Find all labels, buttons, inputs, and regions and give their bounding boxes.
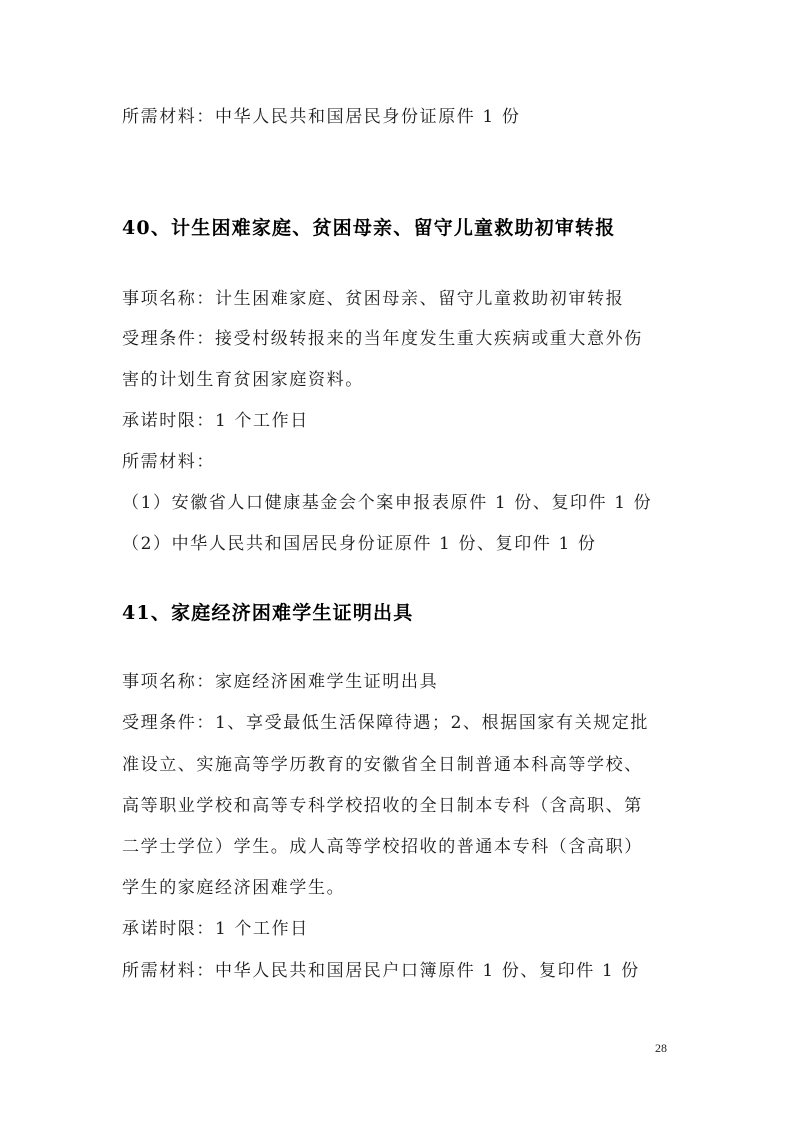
item-41-condition-line-4: 二学士学位）学生。成人高等学校招收的普通本专科（含高职） [122,837,643,857]
item-41-condition-line-3: 高等职业学校和高等专科学校招收的全日制本专科（含高职、第 [122,796,643,816]
item-41-condition-line-5: 学生的家庭经济困难学生。 [122,878,346,898]
item-40-time-limit: 承诺时限：1 个工作日 [122,411,309,431]
materials-line-previous: 所需材料：中华人民共和国居民身份证原件 1 份 [122,107,521,127]
item-41-materials: 所需材料：中华人民共和国居民户口簿原件 1 份、复印件 1 份 [122,961,640,981]
item-40-condition-line-1: 受理条件：接受村级转报来的当年度发生重大疾病或重大意外伤 [122,329,643,349]
item-41-heading: 41、家庭经济困难学生证明出具 [122,602,414,624]
item-41-time-limit: 承诺时限：1 个工作日 [122,919,309,939]
item-40-name: 事项名称：计生困难家庭、贫困母亲、留守儿童救助初审转报 [122,289,625,309]
item-40-materials-label: 所需材料： [122,452,215,472]
page-number: 28 [655,1041,667,1055]
item-41-condition-line-2: 准设立、实施高等学历教育的安徽省全日制普通本科高等学校、 [122,755,643,775]
item-41-condition-line-1: 受理条件：1、享受最低生活保障待遇；2、根据国家有关规定批 [122,713,650,733]
item-40-material-1: （1）安徽省人口健康基金会个案申报表原件 1 份、复印件 1 份 [122,493,653,513]
item-40-material-2: （2）中华人民共和国居民身份证原件 1 份、复印件 1 份 [122,534,597,554]
item-40-heading: 40、计生困难家庭、贫困母亲、留守儿童救助初审转报 [122,217,616,239]
item-41-name: 事项名称：家庭经济困难学生证明出具 [122,672,439,692]
item-40-condition-line-2: 害的计划生育贫困家庭资料。 [122,370,364,390]
